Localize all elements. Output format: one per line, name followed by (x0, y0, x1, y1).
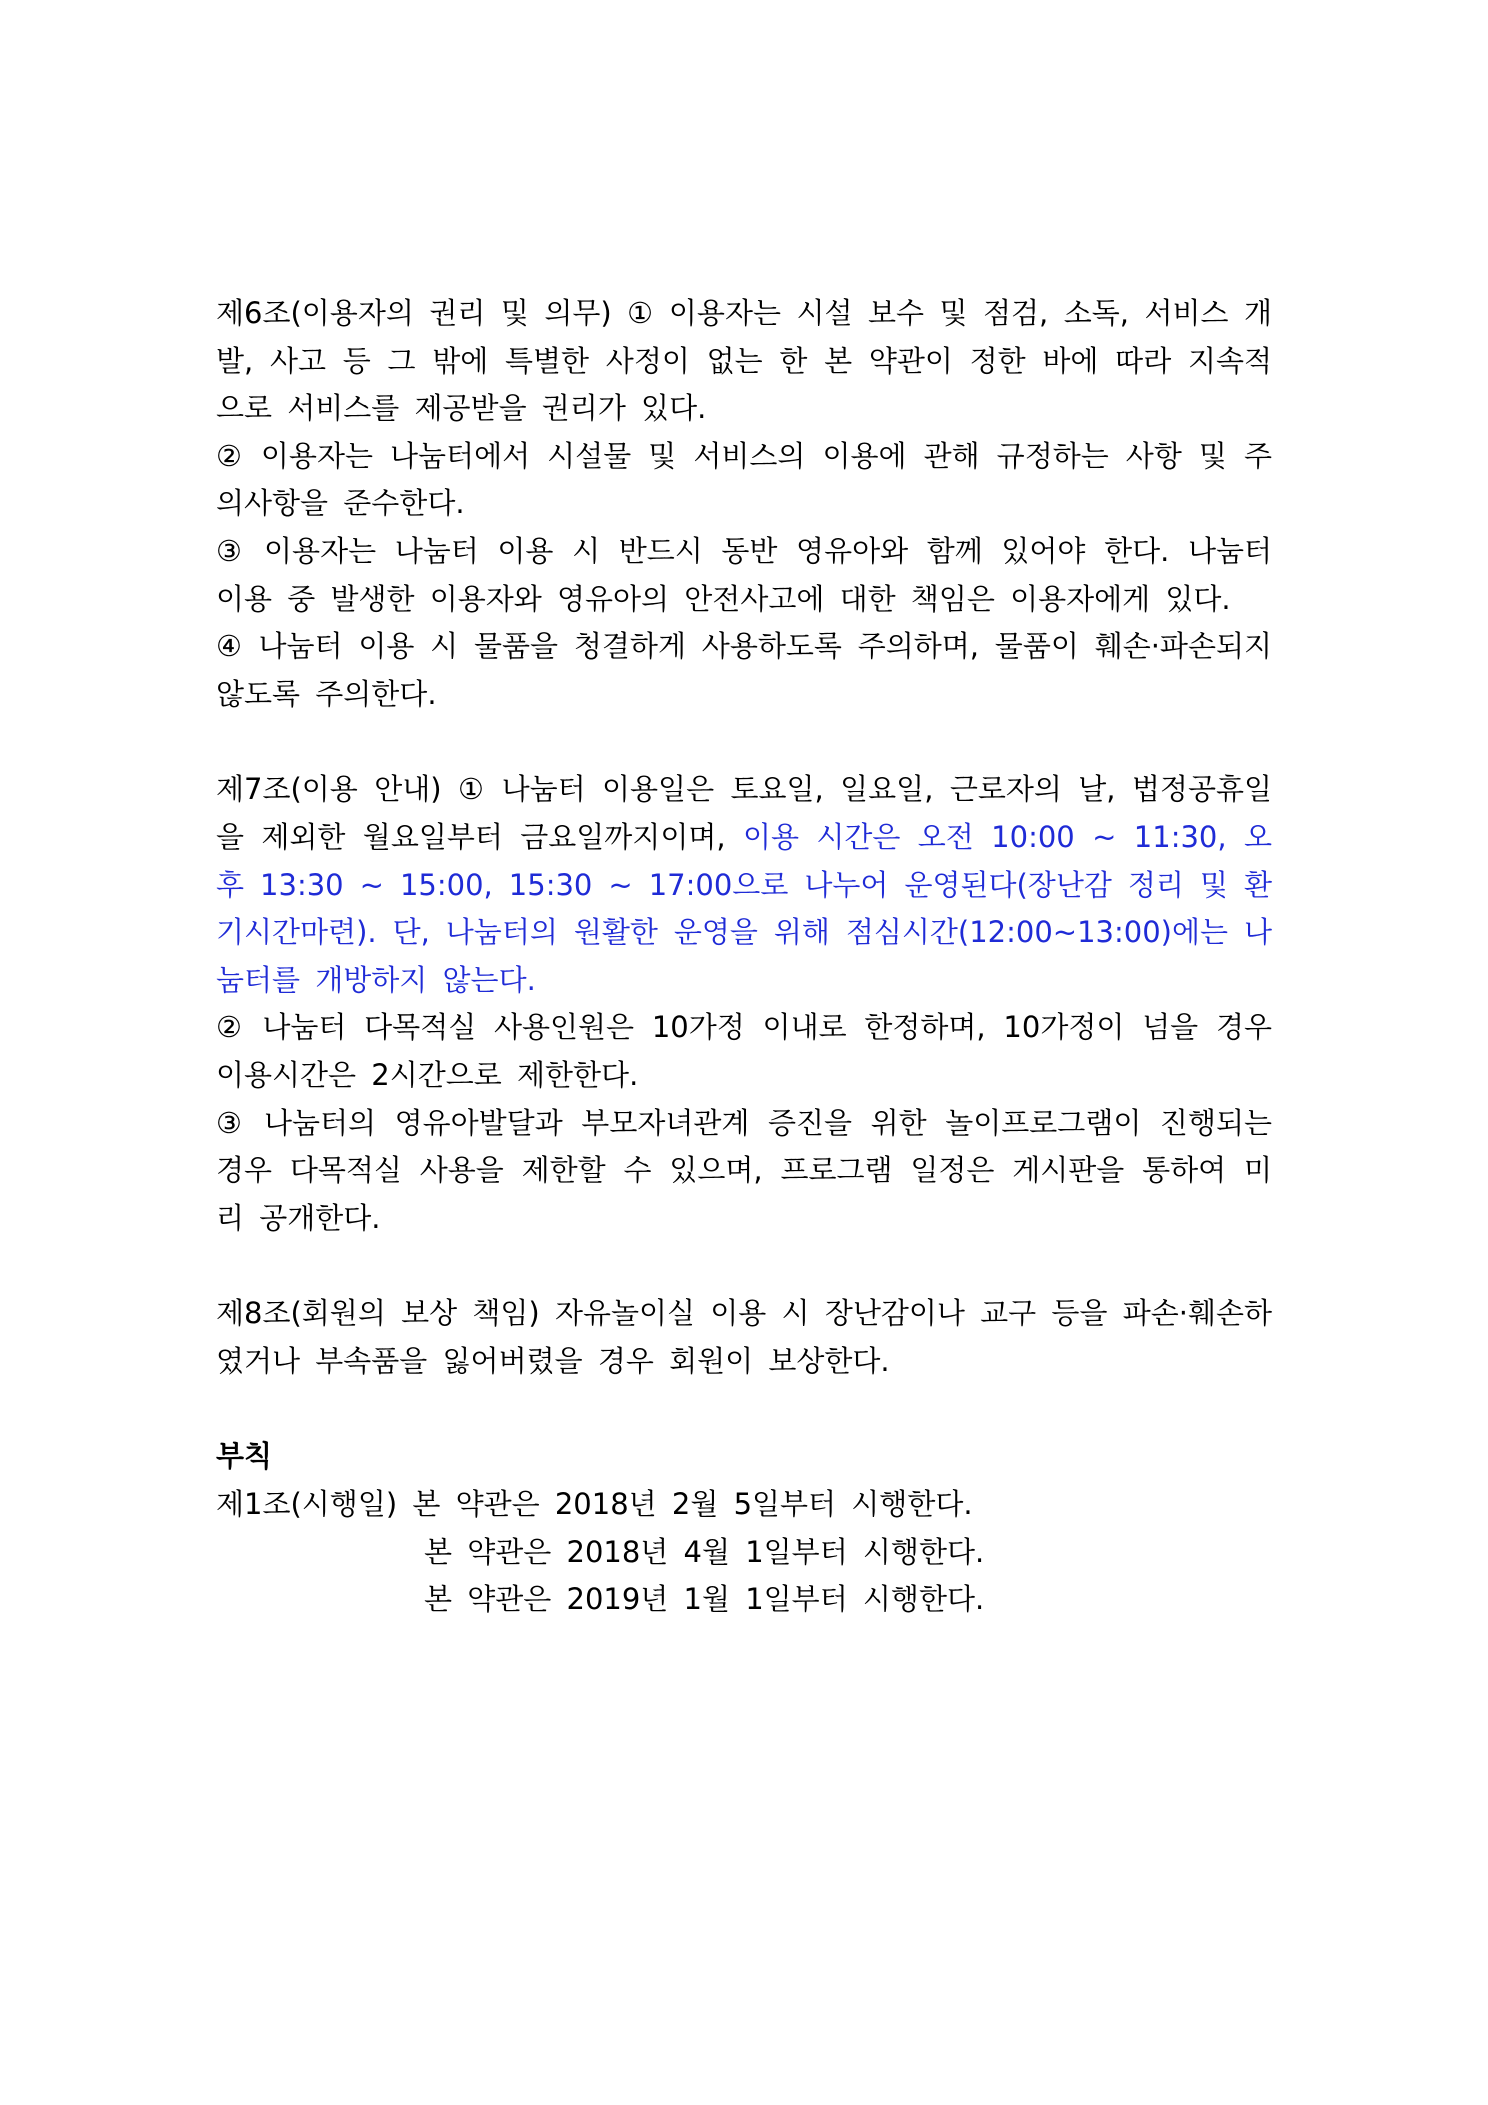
article-7-clause-3: ③ 나눔터의 영유아발달과 부모자녀관계 증진을 위한 놀이프로그램이 진행되는 경우 다목적실 사용을 제한할 수 있으며, 프로그램 일정은 게시판을 통하여 미리 공개한다. (216, 1105, 1272, 1235)
article-6-clause-4: ④ 나눔터 이용 시 물품을 청결하게 사용하도록 주의하며, 물품이 훼손·파손되지 않도록 주의한다. (216, 629, 1272, 711)
article-6-clause-3: ③ 이용자는 나눔터 이용 시 반드시 동반 영유아와 함께 있어야 한다. 나눔터 이용 중 발생한 이용자와 영유아의 안전사고에 대한 책임은 이용자에게 있다. (216, 533, 1272, 616)
article-6-clause-2: ② 이용자는 나눔터에서 시설물 및 서비스의 이용에 관해 규정하는 사항 및 주의사항을 준수한다. (216, 438, 1272, 521)
article-6-clause-1: 제6조(이용자의 권리 및 의무) ① 이용자는 시설 보수 및 점검, 소독, 서비스 개발, 사고 등 그 밖에 특별한 사정이 없는 한 본 약관이 정한 바에 따라 지속적으로 서비스를 제공받을 권리가 있다. (216, 296, 1272, 426)
appendix-effective-date-3: 본 약관은 2019년 1월 1일부터 시행한다. (424, 1582, 985, 1617)
article-8-clause: 제8조(회원의 보상 책임) 자유놀이실 이용 시 장난감이나 교구 등을 파손·훼손하였거나 부속품을 잃어버렸을 경우 회원이 보상한다. (216, 1296, 1272, 1378)
section-spacer (216, 1242, 1272, 1290)
document-page (216, 290, 1272, 1624)
article-7-clause-1 (216, 766, 1272, 1004)
article-7-clause-1-text: 제7조(이용 안내) ① 나눔터 이용일은 토요일, 일요일, 근로자의 날, 법정공휴일을 제외한 월요일부터 금요일까지이며, (216, 772, 1272, 854)
section-spacer (216, 718, 1272, 766)
section-spacer (216, 1385, 1272, 1433)
appendix-effective-date-1: 제1조(시행일) 본 약관은 2018년 2월 5일부터 시행한다. (216, 1487, 973, 1522)
appendix-effective-date-2: 본 약관은 2018년 4월 1일부터 시행한다. (424, 1534, 985, 1569)
article-7-hours-highlight: 이용 시간은 오전 10:00 ~ 11:30, 오후 13:30 ~ 15:00, 15:30 ~ 17:00으로 나누어 운영된다(장난감 정리 및 환기시간마련). 단, 나눔터의 원활한 운영을 위해 점심시간(12:00~13:00)에는 나눔터를 개방하지 않는다. (216, 819, 1272, 997)
appendix-title: 부칙 (216, 1439, 273, 1474)
article-7-clause-2: ② 나눔터 다목적실 사용인원은 10가정 이내로 한정하며, 10가정이 넘을 경우 이용시간은 2시간으로 제한한다. (216, 1010, 1272, 1092)
